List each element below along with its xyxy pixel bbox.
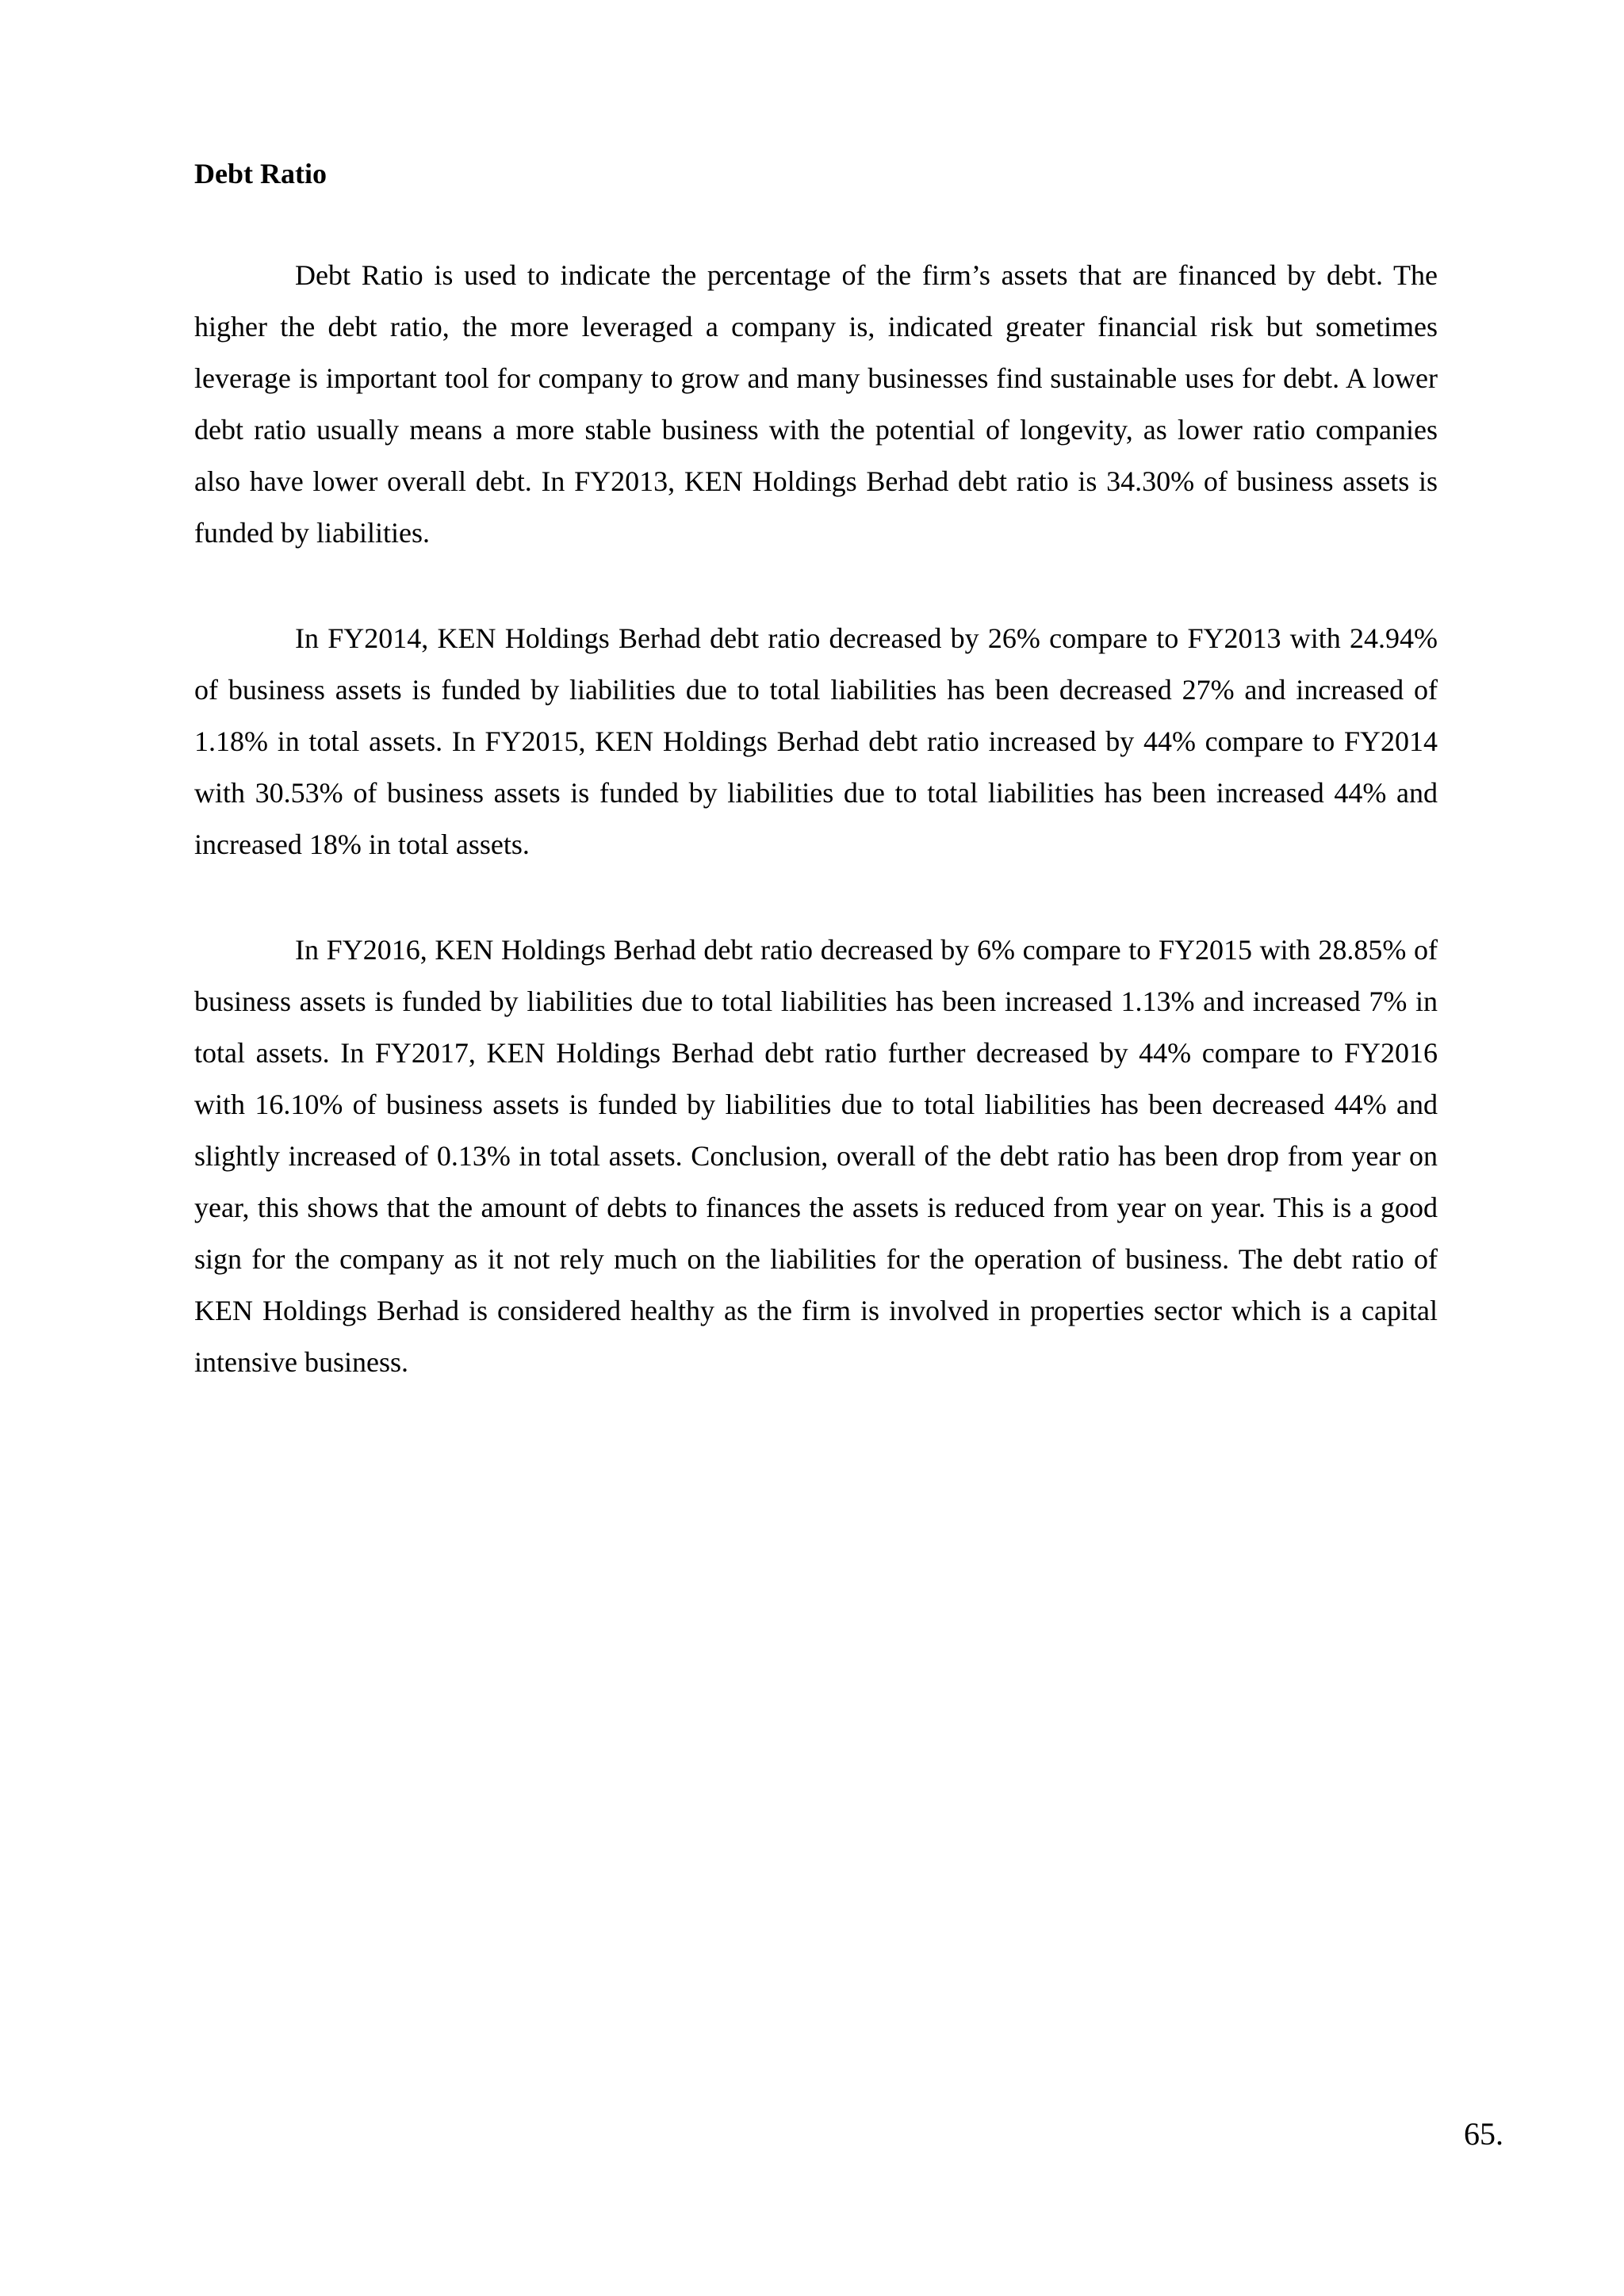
section-heading: Debt Ratio	[194, 158, 327, 189]
paragraph-fy2016-fy2017: In FY2016, KEN Holdings Berhad debt ratio decreased by 6% compare to FY2015 with 28.85% of business assets is funded by liabilities due to total liabilities has been increased 1.13% and increased 7% in total assets. In FY2017, KEN Holdings Berhad debt ratio further decreased by 44% compare to FY2016 with 16.10% of business assets is funded by liabilities due to total liabilities has been decreased 44% and slightly increased of 0.13% in total assets. Conclusion, overall of the debt ratio has been drop from year on year, this shows that the amount of debts to finances the assets is reduced from year on year. This is a good sign for the company as it not rely much on the liabilities for the operation of business. The debt ratio of KEN Holdings Berhad is considered healthy as the firm is involved in properties sector which is a capital intensive business.	[194, 934, 1438, 1378]
page-number: 65.	[1464, 2116, 1503, 2152]
body-text	[194, 250, 1438, 1442]
paragraph-intro: Debt Ratio is used to indicate the percentage of the firm’s assets that are financed by debt. The higher the debt ratio, the more leveraged a company is, indicated greater financial risk but sometimes leverage is important tool for company to grow and many businesses find sustainable uses for debt. A lower debt ratio usually means a more stable business with the potential of longevity, as lower ratio companies also have lower overall debt. In FY2013, KEN Holdings Berhad debt ratio is 34.30% of business assets is funded by liabilities.	[194, 259, 1438, 549]
paragraph-fy2014-fy2015: In FY2014, KEN Holdings Berhad debt ratio decreased by 26% compare to FY2013 with 24.94% of business assets is funded by liabilities due to total liabilities has been decreased 27% and increased of 1.18% in total assets. In FY2015, KEN Holdings Berhad debt ratio increased by 44% compare to FY2014 with 30.53% of business assets is funded by liabilities due to total liabilities has been increased 44% and increased 18% in total assets.	[194, 622, 1438, 860]
